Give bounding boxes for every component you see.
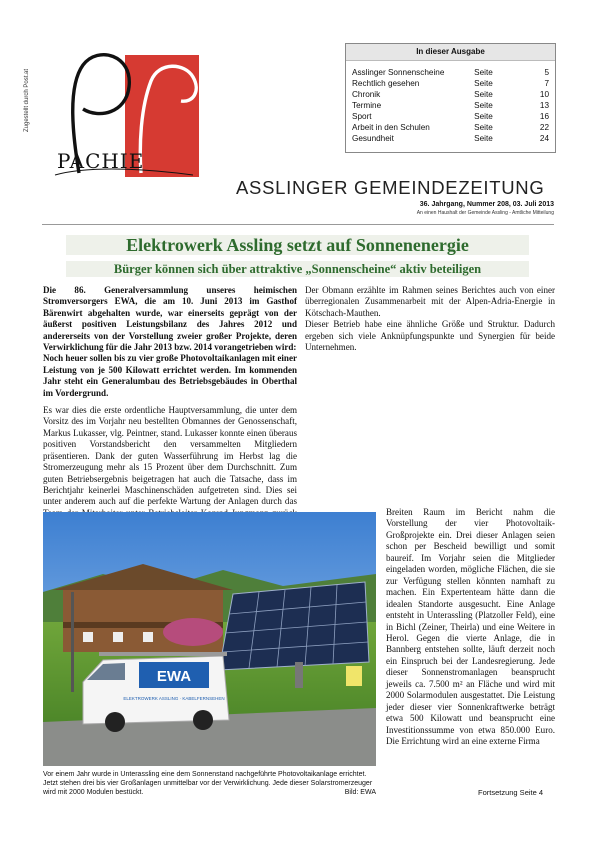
photo-credit: Bild: EWA: [344, 789, 376, 797]
contents-item-page: 22: [539, 123, 549, 132]
article-paragraph: Breiten Raum im Bericht nahm die Vorstellung der vier Photovoltaik-Großprojekte ein. Drei dieser Anlagen seien schon per Bescheid bewilligt und somit baureif. Im Vorjahr seien die Mitglieder eingeladen worden, mögliche Flächen, die sie zur Verfügung stellen könnten namhaft zu machen. Ein Expertenteam hätte dann die idealen Standorte ausgesucht. Eine Anlage entsteht in Unterassling (Platzoller Feld), eine in Bichl (Zeiner, Theirla) und eine Weitere in Herol. Gegen die vierte Anlage, die in Bannberg entstehen sollte, läuft derzeit noch ein Einspruch bei der Landesregierung. Jede dieser Sonnenstromanlagen beansprucht jeweils ca. 7.500 m² an Fläche und wird mit 2000 Solarmodulen ausgestattet. Die Leistung jeder dieser vier Sonnenkraftwerke beträgt etwa 500 Kilowatt und beansprucht eine Investitionssumme von etwa 850.000 Euro. Die Errichtung wird an eine externe Firma: [386, 507, 555, 747]
article-paragraph: Es war dies die erste ordentliche Hauptversammlung, die unter dem Vorsitz des im Vorjahr neu bestellten Obmannes der Genossenschaft, Markus Lukasser, vlg. Peintner, stand. Lukasser konnte einen überaus positiven Vorstandsbericht den versammelten Mitgliedern präsentieren. Dank der guten Wasserführung im Herbst lag die Stromerzeugung mehr als 15 Prozent über dem Durchschnitt. Zum guten Betriebsergebnis beigetragen hat auch die Tatsache, dass im Berichtjahr keinerlei Maschinenschäden aufgetreten sind. Dies sei unter anderem auch auf die perfekte Wartung der Anlagen durch das: [43, 405, 297, 507]
photo-van-logo: EWA: [156, 668, 192, 685]
contents-item-title: Sport: [352, 112, 372, 121]
photo-flowers: [163, 618, 223, 646]
contents-item-page: 24: [539, 134, 549, 143]
contents-item-page: 16: [539, 112, 549, 121]
photo-van-text: ELEKTROWERK ASSLING · KABELFERNSEHEN: [123, 696, 225, 701]
photo-van: [83, 652, 229, 732]
contents-item-seite: Seite: [474, 68, 493, 77]
photo-solar-installation: [43, 512, 376, 766]
contents-box: [345, 43, 556, 153]
article-lead-2: Noch heuer sollen bis zu vier große Photovoltaikanlagen mit einer Leistung von je 500 Kilowatt errichtet werden. Im kommenden Jahr steht ein Generalumbau des Betriebsgebäudes in Oberthal im Vordergrund.: [43, 353, 297, 398]
header-divider: [42, 224, 554, 225]
issue-info: 36. Jahrgang, Nummer 208, 03. Juli 2013: [419, 201, 554, 208]
contents-item[interactable]: [352, 100, 549, 111]
contents-item-title: Rechtlich gesehen: [352, 79, 420, 88]
newspaper-title: ASSLINGER GEMEINDEZEITUNG: [236, 177, 545, 198]
contents-item[interactable]: [352, 133, 549, 144]
contents-heading: In dieser Ausgabe: [346, 44, 555, 61]
contents-item-seite: Seite: [474, 79, 493, 88]
contents-item-seite: Seite: [474, 134, 493, 143]
contents-item[interactable]: [352, 78, 549, 89]
photo-barn-window: [113, 632, 123, 642]
article-subheadline: Bürger können sich über attraktive „Sonnenscheine“ aktiv beteiligen: [66, 261, 529, 277]
article-paragraph: Dieser Betrieb habe eine ähnliche Größe und Struktur. Dadurch ergeben sich viele Anknüpfungspunkte und Synergien für beide Unternehmen.: [305, 319, 555, 353]
contents-item-seite: Seite: [474, 123, 493, 132]
contents-item[interactable]: [352, 111, 549, 122]
photo-barn-window: [83, 632, 93, 642]
contents-item-title: Chronik: [352, 90, 381, 99]
municipality-logo: [43, 47, 205, 197]
photo-caption-text: Vor einem Jahr wurde in Unterassling eine dem Sonnenstand nachgeführte Photovoltaikanlage errichtet. Jetzt stehen drei bis vier Großanlagen unmittelbar vor der Verwirklichung. Jede dieser Solarstromerzeuger wird mit 2000 Modulen bestückt.: [43, 771, 373, 797]
contents-item-title: Arbeit in den Schulen: [352, 123, 430, 132]
contents-item-title: Termine: [352, 101, 382, 110]
article-photo: [43, 512, 376, 766]
contents-item-seite: Seite: [474, 90, 493, 99]
photo-caption: [43, 770, 376, 798]
contents-item-seite: Seite: [474, 112, 493, 121]
contents-list: [346, 61, 555, 144]
contents-item-page: 10: [539, 90, 549, 99]
contents-item-seite: Seite: [474, 101, 493, 110]
contents-item-title: Gesundheit: [352, 134, 394, 143]
article-column-3: [386, 507, 555, 748]
article-column-2: [305, 285, 555, 353]
logo-wordmark: PACHIE: [57, 149, 145, 173]
photo-sign: [346, 666, 362, 686]
contents-item[interactable]: [352, 67, 549, 78]
contents-item[interactable]: [352, 89, 549, 100]
photo-barn-window: [143, 632, 153, 642]
contents-item-page: 5: [544, 68, 549, 77]
delivery-note: Zugestellt durch Post.at: [24, 68, 30, 132]
contents-item-page: 13: [539, 101, 549, 110]
contents-item-title: Asslinger Sonnenscheine: [352, 68, 445, 77]
continued-link[interactable]: Fortsetzung Seite 4: [478, 788, 544, 797]
article-headline: Elektrowerk Assling setzt auf Sonnenenergie: [66, 235, 529, 255]
photo-lamp-post: [71, 592, 74, 692]
article-paragraph: Der Obmann erzählte im Rahmen seines Berichtes auch von einer überregionalen Zusammenarbeit mit der Alpen-Adria-Energie in Kötschach-Mauthen.: [305, 285, 555, 318]
household-note: An einen Haushalt der Gemeinde Assling - Amtliche Mitteilung: [416, 210, 554, 216]
contents-item[interactable]: [352, 122, 549, 133]
logo-graphic: [43, 47, 205, 197]
contents-item-page: 7: [544, 79, 549, 88]
article-lead: Die 86. Generalversammlung unseres heimischen Stromversorgers EWA, die am 10. Juni 2013 im Gasthof Bärenwirt abgehalten wurde, war einerseits geprägt von der äußerst positiven Leistungsbilanz des Jahres 2012 und andererseits von der Vorstellung zweier großer Projekte, deren Verwirklichung für die Jahr 2013 bzw. 2014 vorangetrieben wird:: [43, 285, 297, 353]
